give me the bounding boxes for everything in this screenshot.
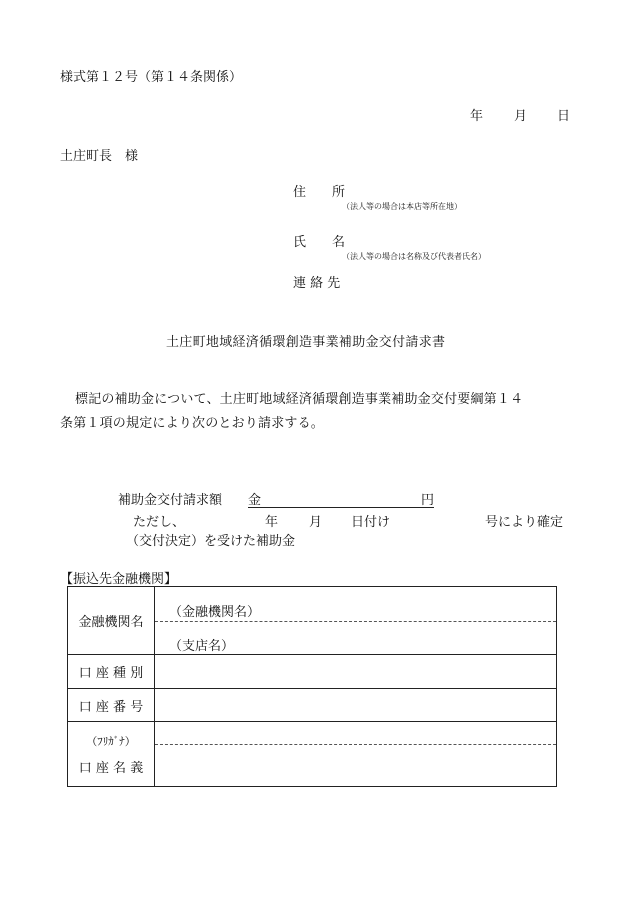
contact-label: 連 絡 先 <box>293 276 341 291</box>
branch-name-hint: （支店名） <box>169 639 235 654</box>
account-holder-label-cell <box>68 722 155 787</box>
document-title: 土庄町地域経済循環創造事業補助金交付請求書 <box>166 335 446 350</box>
account-type-label: 口 座 種 別 <box>78 666 144 681</box>
bank-section-heading: 【振込先金融機関】 <box>60 572 178 587</box>
proviso-label: ただし、 <box>133 515 186 530</box>
proviso-date-suffix: 日付け <box>351 515 391 530</box>
addressee: 土庄町長 様 <box>60 149 139 164</box>
proviso-month: 月 <box>309 515 323 530</box>
proviso-line-2: （交付決定）を受けた補助金 <box>126 534 296 549</box>
institution-name-hint: （金融機関名） <box>169 605 261 620</box>
date-month: 月 <box>514 109 528 124</box>
furigana-label: （ﾌﾘｶﾞﾅ） <box>86 734 136 748</box>
account-number-value[interactable] <box>155 689 557 722</box>
amount-field[interactable] <box>248 489 434 508</box>
amount-label: 補助金交付請求額 <box>118 493 223 508</box>
address-note: （法人等の場合は本店等所在地） <box>342 202 462 211</box>
account-number-label-cell <box>68 689 155 722</box>
furigana-divider <box>155 744 556 745</box>
institution-divider <box>155 621 556 622</box>
name-label: 氏 名 <box>293 235 346 250</box>
form-number: 様式第１２号（第１４条関係） <box>60 70 243 85</box>
account-number-label: 口 座 番 号 <box>78 699 144 715</box>
account-holder-value-cell[interactable] <box>155 722 557 787</box>
proviso-year: 年 <box>265 515 279 530</box>
account-holder-label: 口 座 名 義 <box>78 760 144 776</box>
date-day: 日 <box>557 109 571 124</box>
bank-table <box>67 586 557 787</box>
body-line-1: 標記の補助金について、土庄町地域経済循環創造事業補助金交付要綱第１４ <box>75 392 524 407</box>
name-note: （法人等の場合は名称及び代表者氏名） <box>342 252 486 261</box>
address-label: 住 所 <box>293 185 346 200</box>
body-line-2: 条第１項の規定により次のとおり請求する。 <box>60 416 325 431</box>
proviso-number-suffix: 号により確定 <box>485 515 564 530</box>
institution-label-cell <box>68 587 155 655</box>
account-type-label-cell <box>68 655 155 689</box>
institution-value-cell[interactable] <box>155 587 557 655</box>
amount-unit: 円 <box>420 493 434 508</box>
amount-prefix: 金 <box>248 493 262 508</box>
institution-label: 金融機関名 <box>78 615 144 630</box>
date-year: 年 <box>470 109 484 124</box>
account-type-value[interactable] <box>155 655 557 689</box>
